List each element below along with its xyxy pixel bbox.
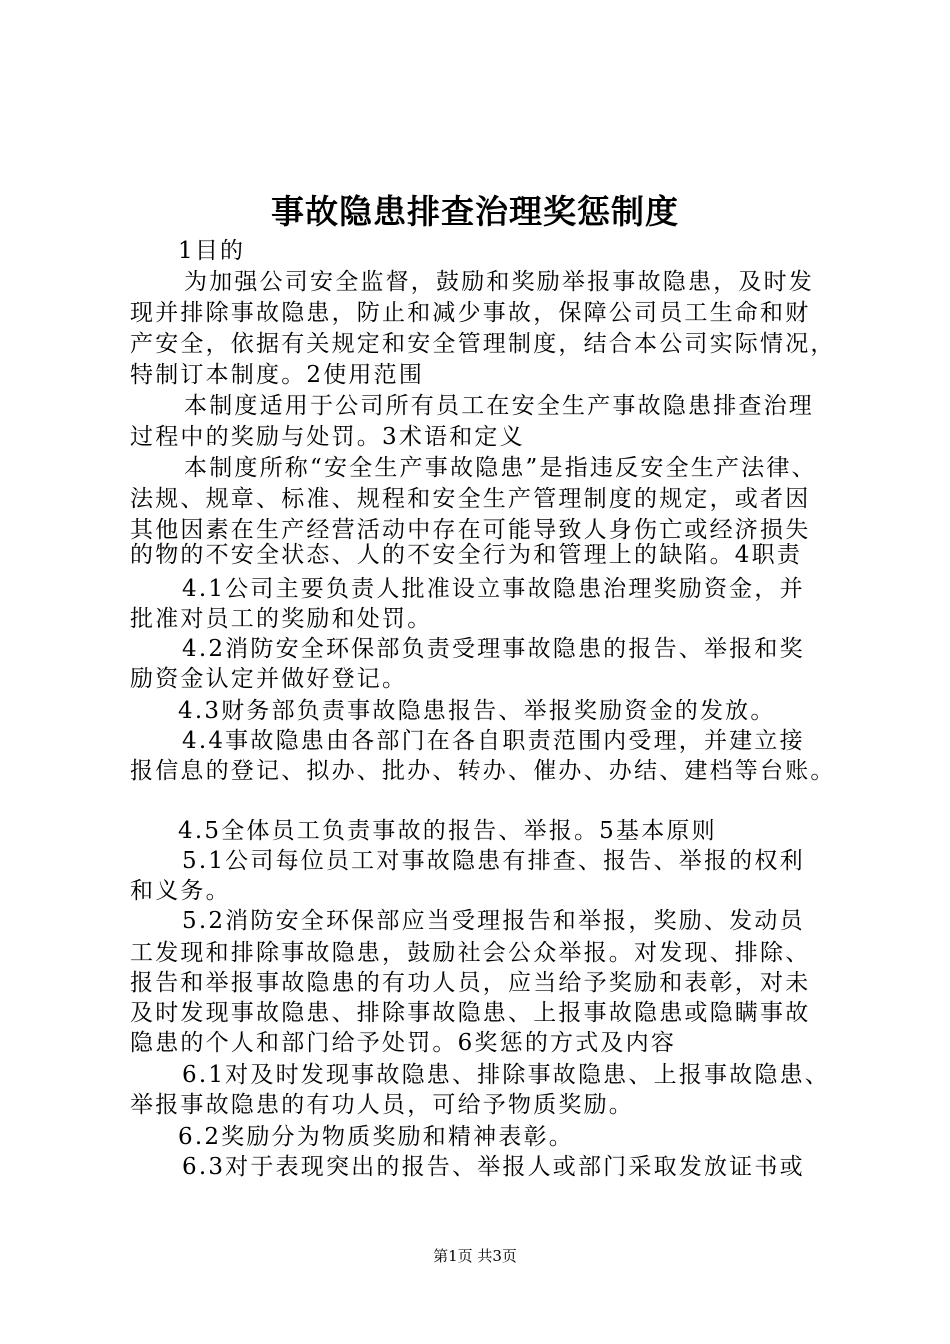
body-line: 1目的 xyxy=(178,238,246,264)
body-line: 5.2消防安全环保部应当受理报告和举报，奖励、发动员 xyxy=(182,908,805,934)
body-line: 本制度适用于公司所有员工在安全生产事故隐患排查治理 xyxy=(184,393,814,419)
body-line: 6.2奖励分为物质奖励和精神表彰。 xyxy=(178,1124,574,1150)
body-line: 6.3对于表现突出的报告、举报人或部门采取发放证书或 xyxy=(182,1154,805,1180)
body-line: 和义务。 xyxy=(130,878,231,904)
body-line: 6.1对及时发现事故隐患、排除事故隐患、上报事故隐患、 xyxy=(182,1062,830,1088)
page-number-footer: 第1页 共3页 xyxy=(433,1247,517,1265)
body-line: 报信息的登记、拟办、批办、转办、催办、办结、建档等台账。 xyxy=(130,758,836,784)
body-line: 4.2消防安全环保部负责受理事故隐患的报告、举报和奖 xyxy=(182,636,805,662)
body-line: 的物的不安全状态、人的不安全行为和管理上的缺陷。4职责 xyxy=(130,542,803,568)
body-line: 报告和举报事故隐患的有功人员，应当给予奖励和表彰，对未 xyxy=(130,970,811,996)
body-line: 4.5全体员工负责事故的报告、举报。5基本原则 xyxy=(178,818,717,844)
body-line: 特制订本制度。2使用范围 xyxy=(130,362,425,388)
body-line: 举报事故隐患的有功人员，可给予物质奖励。 xyxy=(130,1092,634,1118)
body-line: 产安全，依据有关规定和安全管理制度，结合本公司实际情况， xyxy=(130,331,836,357)
body-line: 过程中的奖励与处罚。3术语和定义 xyxy=(130,424,525,450)
body-line: 其他因素在生产经营活动中存在可能导致人身伤亡或经济损失 xyxy=(130,517,811,543)
body-line: 5.1公司每位员工对事故隐患有排查、报告、举报的权利 xyxy=(182,848,805,874)
body-line: 本制度所称“安全生产事故隐患”是指违反安全生产法律、 xyxy=(184,455,817,481)
body-line: 批准对员工的奖励和处罚。 xyxy=(130,606,433,632)
body-line: 4.1公司主要负责人批准设立事故隐患治理奖励资金，并 xyxy=(182,576,805,602)
body-line: 工发现和排除事故隐患，鼓励社会公众举报。对发现、排除、 xyxy=(130,940,811,966)
body-line: 4.4事故隐患由各部门在各自职责范围内受理，并建立接 xyxy=(182,728,805,754)
body-line: 现并排除事故隐患，防止和减少事故，保障公司员工生命和财 xyxy=(130,300,811,326)
body-line: 及时发现事故隐患、排除事故隐患、上报事故隐患或隐瞒事故 xyxy=(130,1000,811,1026)
body-line: 4.3财务部负责事故隐患报告、举报奖励资金的发放。 xyxy=(178,698,776,724)
body-line: 法规、规章、标准、规程和安全生产管理制度的规定，或者因 xyxy=(130,486,811,512)
document-title: 事故隐患排查治理奖惩制度 xyxy=(271,192,679,231)
body-line: 励资金认定并做好登记。 xyxy=(130,666,408,692)
body-line: 隐患的个人和部门给予处罚。6奖惩的方式及内容 xyxy=(130,1030,677,1056)
body-line: 为加强公司安全监督，鼓励和奖励举报事故隐患，及时发 xyxy=(184,269,814,295)
